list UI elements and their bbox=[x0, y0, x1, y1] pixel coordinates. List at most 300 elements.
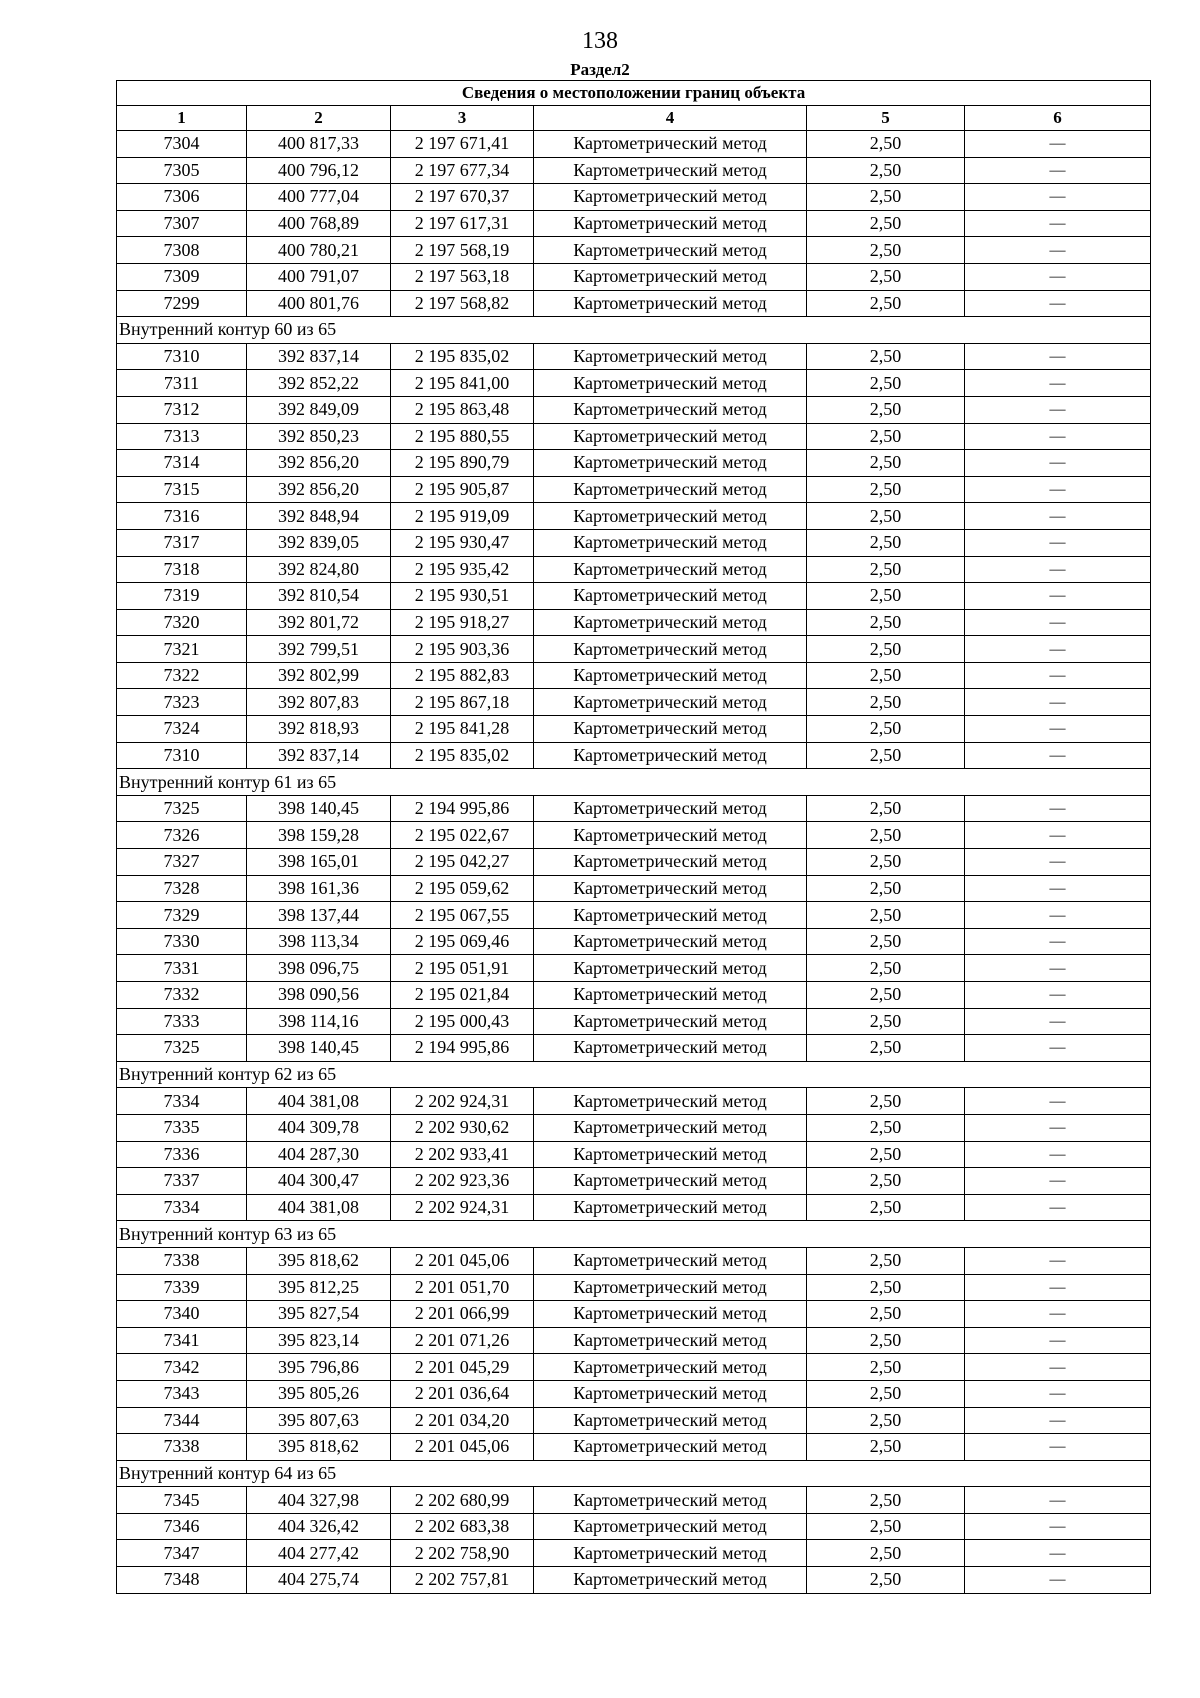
table-row bbox=[117, 1141, 1151, 1168]
point-number-cell: 7311 bbox=[117, 370, 247, 397]
contour-label: Внутренний контур 64 из 65 bbox=[117, 1460, 1151, 1487]
accuracy-cell: 2,50 bbox=[807, 423, 965, 450]
description-cell: — bbox=[965, 396, 1151, 423]
method-cell: Картометрический метод bbox=[534, 1168, 807, 1195]
y-coordinate-cell: 2 195 890,79 bbox=[391, 450, 534, 477]
description-cell: — bbox=[965, 184, 1151, 211]
description-cell: — bbox=[965, 875, 1151, 902]
description-cell: — bbox=[965, 1487, 1151, 1514]
accuracy-cell: 2,50 bbox=[807, 716, 965, 743]
table-row bbox=[117, 955, 1151, 982]
table-row bbox=[117, 1540, 1151, 1567]
table-row bbox=[117, 795, 1151, 822]
accuracy-cell: 2,50 bbox=[807, 370, 965, 397]
description-cell: — bbox=[965, 662, 1151, 689]
x-coordinate-cell: 398 096,75 bbox=[247, 955, 391, 982]
method-cell: Картометрический метод bbox=[534, 1567, 807, 1594]
x-coordinate-cell: 392 852,22 bbox=[247, 370, 391, 397]
method-cell: Картометрический метод bbox=[534, 955, 807, 982]
x-coordinate-cell: 398 090,56 bbox=[247, 982, 391, 1009]
method-cell: Картометрический метод bbox=[534, 795, 807, 822]
y-coordinate-cell: 2 195 835,02 bbox=[391, 742, 534, 769]
boundary-table bbox=[116, 80, 1151, 1594]
point-number-cell: 7310 bbox=[117, 343, 247, 370]
method-cell: Картометрический метод bbox=[534, 1088, 807, 1115]
x-coordinate-cell: 392 856,20 bbox=[247, 450, 391, 477]
accuracy-cell: 2,50 bbox=[807, 1008, 965, 1035]
y-coordinate-cell: 2 202 757,81 bbox=[391, 1567, 534, 1594]
x-coordinate-cell: 398 165,01 bbox=[247, 849, 391, 876]
accuracy-cell: 2,50 bbox=[807, 1327, 965, 1354]
point-number-cell: 7306 bbox=[117, 184, 247, 211]
table-row bbox=[117, 928, 1151, 955]
method-cell: Картометрический метод bbox=[534, 982, 807, 1009]
point-number-cell: 7338 bbox=[117, 1247, 247, 1274]
method-cell: Картометрический метод bbox=[534, 583, 807, 610]
table-row bbox=[117, 1035, 1151, 1062]
table-row bbox=[117, 1247, 1151, 1274]
y-coordinate-cell: 2 197 670,37 bbox=[391, 184, 534, 211]
method-cell: Картометрический метод bbox=[534, 1434, 807, 1461]
method-cell: Картометрический метод bbox=[534, 450, 807, 477]
description-cell: — bbox=[965, 1513, 1151, 1540]
x-coordinate-cell: 392 837,14 bbox=[247, 742, 391, 769]
table-row bbox=[117, 742, 1151, 769]
table-title: Сведения о местоположении границ объекта bbox=[117, 81, 1151, 106]
table-row bbox=[117, 503, 1151, 530]
description-cell: — bbox=[965, 263, 1151, 290]
description-cell: — bbox=[965, 290, 1151, 317]
table-row bbox=[117, 396, 1151, 423]
point-number-cell: 7314 bbox=[117, 450, 247, 477]
description-cell: — bbox=[965, 237, 1151, 264]
table-row bbox=[117, 1380, 1151, 1407]
y-coordinate-cell: 2 195 905,87 bbox=[391, 476, 534, 503]
point-number-cell: 7338 bbox=[117, 1434, 247, 1461]
x-coordinate-cell: 404 327,98 bbox=[247, 1487, 391, 1514]
table-row bbox=[117, 423, 1151, 450]
y-coordinate-cell: 2 201 034,20 bbox=[391, 1407, 534, 1434]
point-number-cell: 7317 bbox=[117, 529, 247, 556]
x-coordinate-cell: 398 114,16 bbox=[247, 1008, 391, 1035]
method-cell: Картометрический метод bbox=[534, 476, 807, 503]
accuracy-cell: 2,50 bbox=[807, 529, 965, 556]
method-cell: Картометрический метод bbox=[534, 928, 807, 955]
point-number-cell: 7307 bbox=[117, 210, 247, 237]
table-row bbox=[117, 609, 1151, 636]
point-number-cell: 7313 bbox=[117, 423, 247, 450]
x-coordinate-cell: 398 161,36 bbox=[247, 875, 391, 902]
contour-label: Внутренний контур 61 из 65 bbox=[117, 769, 1151, 796]
x-coordinate-cell: 404 381,08 bbox=[247, 1088, 391, 1115]
accuracy-cell: 2,50 bbox=[807, 955, 965, 982]
description-cell: — bbox=[965, 1035, 1151, 1062]
x-coordinate-cell: 395 827,54 bbox=[247, 1301, 391, 1328]
x-coordinate-cell: 395 796,86 bbox=[247, 1354, 391, 1381]
y-coordinate-cell: 2 195 930,51 bbox=[391, 583, 534, 610]
point-number-cell: 7318 bbox=[117, 556, 247, 583]
section-title: Раздел2 bbox=[570, 60, 630, 79]
point-number-cell: 7340 bbox=[117, 1301, 247, 1328]
table-row bbox=[117, 1088, 1151, 1115]
table-row bbox=[117, 290, 1151, 317]
method-cell: Картометрический метод bbox=[534, 1513, 807, 1540]
point-number-cell: 7342 bbox=[117, 1354, 247, 1381]
table-row bbox=[117, 849, 1151, 876]
contour-header-row bbox=[117, 1061, 1151, 1088]
table-row bbox=[117, 210, 1151, 237]
contour-label: Внутренний контур 63 из 65 bbox=[117, 1221, 1151, 1248]
description-cell: — bbox=[965, 822, 1151, 849]
table-row bbox=[117, 131, 1151, 158]
y-coordinate-cell: 2 202 930,62 bbox=[391, 1114, 534, 1141]
table-row bbox=[117, 1407, 1151, 1434]
y-coordinate-cell: 2 197 568,82 bbox=[391, 290, 534, 317]
point-number-cell: 7309 bbox=[117, 263, 247, 290]
point-number-cell: 7337 bbox=[117, 1168, 247, 1195]
y-coordinate-cell: 2 195 863,48 bbox=[391, 396, 534, 423]
accuracy-cell: 2,50 bbox=[807, 450, 965, 477]
table-row bbox=[117, 1354, 1151, 1381]
x-coordinate-cell: 400 777,04 bbox=[247, 184, 391, 211]
point-number-cell: 7328 bbox=[117, 875, 247, 902]
table-row bbox=[117, 1567, 1151, 1594]
y-coordinate-cell: 2 201 071,26 bbox=[391, 1327, 534, 1354]
y-coordinate-cell: 2 195 919,09 bbox=[391, 503, 534, 530]
description-cell: — bbox=[965, 131, 1151, 158]
table-row bbox=[117, 184, 1151, 211]
point-number-cell: 7310 bbox=[117, 742, 247, 769]
y-coordinate-cell: 2 195 069,46 bbox=[391, 928, 534, 955]
x-coordinate-cell: 395 805,26 bbox=[247, 1380, 391, 1407]
description-cell: — bbox=[965, 370, 1151, 397]
method-cell: Картометрический метод bbox=[534, 184, 807, 211]
y-coordinate-cell: 2 195 918,27 bbox=[391, 609, 534, 636]
accuracy-cell: 2,50 bbox=[807, 1141, 965, 1168]
accuracy-cell: 2,50 bbox=[807, 290, 965, 317]
y-coordinate-cell: 2 195 051,91 bbox=[391, 955, 534, 982]
point-number-cell: 7339 bbox=[117, 1274, 247, 1301]
method-cell: Картометрический метод bbox=[534, 716, 807, 743]
accuracy-cell: 2,50 bbox=[807, 503, 965, 530]
y-coordinate-cell: 2 195 021,84 bbox=[391, 982, 534, 1009]
method-cell: Картометрический метод bbox=[534, 1540, 807, 1567]
y-coordinate-cell: 2 197 671,41 bbox=[391, 131, 534, 158]
accuracy-cell: 2,50 bbox=[807, 1194, 965, 1221]
point-number-cell: 7319 bbox=[117, 583, 247, 610]
accuracy-cell: 2,50 bbox=[807, 237, 965, 264]
y-coordinate-cell: 2 202 933,41 bbox=[391, 1141, 534, 1168]
accuracy-cell: 2,50 bbox=[807, 1380, 965, 1407]
description-cell: — bbox=[965, 1327, 1151, 1354]
method-cell: Картометрический метод bbox=[534, 742, 807, 769]
point-number-cell: 7325 bbox=[117, 795, 247, 822]
table-row bbox=[117, 529, 1151, 556]
x-coordinate-cell: 400 817,33 bbox=[247, 131, 391, 158]
table-row bbox=[117, 343, 1151, 370]
description-cell: — bbox=[965, 982, 1151, 1009]
accuracy-cell: 2,50 bbox=[807, 902, 965, 929]
description-cell: — bbox=[965, 1540, 1151, 1567]
y-coordinate-cell: 2 195 059,62 bbox=[391, 875, 534, 902]
table-row bbox=[117, 636, 1151, 663]
description-cell: — bbox=[965, 503, 1151, 530]
table-row bbox=[117, 1008, 1151, 1035]
point-number-cell: 7329 bbox=[117, 902, 247, 929]
y-coordinate-cell: 2 202 924,31 bbox=[391, 1194, 534, 1221]
x-coordinate-cell: 404 275,74 bbox=[247, 1567, 391, 1594]
description-cell: — bbox=[965, 556, 1151, 583]
method-cell: Картометрический метод bbox=[534, 423, 807, 450]
accuracy-cell: 2,50 bbox=[807, 1567, 965, 1594]
table-row bbox=[117, 1434, 1151, 1461]
description-cell: — bbox=[965, 1380, 1151, 1407]
method-cell: Картометрический метод bbox=[534, 1354, 807, 1381]
method-cell: Картометрический метод bbox=[534, 1247, 807, 1274]
method-cell: Картометрический метод bbox=[534, 343, 807, 370]
description-cell: — bbox=[965, 343, 1151, 370]
method-cell: Картометрический метод bbox=[534, 1141, 807, 1168]
point-number-cell: 7324 bbox=[117, 716, 247, 743]
description-cell: — bbox=[965, 157, 1151, 184]
method-cell: Картометрический метод bbox=[534, 370, 807, 397]
y-coordinate-cell: 2 201 066,99 bbox=[391, 1301, 534, 1328]
accuracy-cell: 2,50 bbox=[807, 1247, 965, 1274]
y-coordinate-cell: 2 195 903,36 bbox=[391, 636, 534, 663]
page-number: 138 bbox=[582, 28, 618, 54]
x-coordinate-cell: 392 807,83 bbox=[247, 689, 391, 716]
y-coordinate-cell: 2 202 924,31 bbox=[391, 1088, 534, 1115]
point-number-cell: 7315 bbox=[117, 476, 247, 503]
y-coordinate-cell: 2 202 758,90 bbox=[391, 1540, 534, 1567]
accuracy-cell: 2,50 bbox=[807, 396, 965, 423]
y-coordinate-cell: 2 202 923,36 bbox=[391, 1168, 534, 1195]
table-row bbox=[117, 1274, 1151, 1301]
point-number-cell: 7331 bbox=[117, 955, 247, 982]
point-number-cell: 7335 bbox=[117, 1114, 247, 1141]
point-number-cell: 7326 bbox=[117, 822, 247, 849]
y-coordinate-cell: 2 195 841,28 bbox=[391, 716, 534, 743]
point-number-cell: 7333 bbox=[117, 1008, 247, 1035]
x-coordinate-cell: 392 818,93 bbox=[247, 716, 391, 743]
description-cell: — bbox=[965, 689, 1151, 716]
point-number-cell: 7320 bbox=[117, 609, 247, 636]
method-cell: Картометрический метод bbox=[534, 131, 807, 158]
method-cell: Картометрический метод bbox=[534, 662, 807, 689]
contour-header-row bbox=[117, 317, 1151, 344]
x-coordinate-cell: 400 768,89 bbox=[247, 210, 391, 237]
accuracy-cell: 2,50 bbox=[807, 157, 965, 184]
point-number-cell: 7330 bbox=[117, 928, 247, 955]
x-coordinate-cell: 400 801,76 bbox=[247, 290, 391, 317]
method-cell: Картометрический метод bbox=[534, 1114, 807, 1141]
accuracy-cell: 2,50 bbox=[807, 1088, 965, 1115]
table-row bbox=[117, 875, 1151, 902]
method-cell: Картометрический метод bbox=[534, 822, 807, 849]
y-coordinate-cell: 2 195 067,55 bbox=[391, 902, 534, 929]
x-coordinate-cell: 392 802,99 bbox=[247, 662, 391, 689]
method-cell: Картометрический метод bbox=[534, 157, 807, 184]
description-cell: — bbox=[965, 1301, 1151, 1328]
point-number-cell: 7299 bbox=[117, 290, 247, 317]
y-coordinate-cell: 2 195 930,47 bbox=[391, 529, 534, 556]
x-coordinate-cell: 392 848,94 bbox=[247, 503, 391, 530]
y-coordinate-cell: 2 194 995,86 bbox=[391, 795, 534, 822]
table-header-row bbox=[117, 106, 1151, 131]
accuracy-cell: 2,50 bbox=[807, 583, 965, 610]
y-coordinate-cell: 2 197 568,19 bbox=[391, 237, 534, 264]
table-row bbox=[117, 902, 1151, 929]
table-row bbox=[117, 1301, 1151, 1328]
contour-label: Внутренний контур 62 из 65 bbox=[117, 1061, 1151, 1088]
table-row bbox=[117, 237, 1151, 264]
description-cell: — bbox=[965, 1141, 1151, 1168]
description-cell: — bbox=[965, 1088, 1151, 1115]
method-cell: Картометрический метод bbox=[534, 1194, 807, 1221]
column-header: 4 bbox=[534, 106, 807, 131]
table-row bbox=[117, 370, 1151, 397]
accuracy-cell: 2,50 bbox=[807, 263, 965, 290]
y-coordinate-cell: 2 195 880,55 bbox=[391, 423, 534, 450]
y-coordinate-cell: 2 195 867,18 bbox=[391, 689, 534, 716]
method-cell: Картометрический метод bbox=[534, 237, 807, 264]
table-row bbox=[117, 450, 1151, 477]
accuracy-cell: 2,50 bbox=[807, 1487, 965, 1514]
x-coordinate-cell: 392 837,14 bbox=[247, 343, 391, 370]
accuracy-cell: 2,50 bbox=[807, 1114, 965, 1141]
x-coordinate-cell: 404 287,30 bbox=[247, 1141, 391, 1168]
x-coordinate-cell: 392 810,54 bbox=[247, 583, 391, 610]
description-cell: — bbox=[965, 1008, 1151, 1035]
accuracy-cell: 2,50 bbox=[807, 742, 965, 769]
contour-header-row bbox=[117, 1460, 1151, 1487]
method-cell: Картометрический метод bbox=[534, 529, 807, 556]
table-row bbox=[117, 822, 1151, 849]
method-cell: Картометрический метод bbox=[534, 1008, 807, 1035]
x-coordinate-cell: 395 823,14 bbox=[247, 1327, 391, 1354]
method-cell: Картометрический метод bbox=[534, 1301, 807, 1328]
accuracy-cell: 2,50 bbox=[807, 1540, 965, 1567]
point-number-cell: 7332 bbox=[117, 982, 247, 1009]
accuracy-cell: 2,50 bbox=[807, 822, 965, 849]
y-coordinate-cell: 2 194 995,86 bbox=[391, 1035, 534, 1062]
method-cell: Картометрический метод bbox=[534, 263, 807, 290]
x-coordinate-cell: 398 140,45 bbox=[247, 795, 391, 822]
y-coordinate-cell: 2 201 051,70 bbox=[391, 1274, 534, 1301]
description-cell: — bbox=[965, 1354, 1151, 1381]
point-number-cell: 7334 bbox=[117, 1194, 247, 1221]
accuracy-cell: 2,50 bbox=[807, 184, 965, 211]
accuracy-cell: 2,50 bbox=[807, 609, 965, 636]
point-number-cell: 7346 bbox=[117, 1513, 247, 1540]
x-coordinate-cell: 392 856,20 bbox=[247, 476, 391, 503]
point-number-cell: 7325 bbox=[117, 1035, 247, 1062]
table-row bbox=[117, 716, 1151, 743]
accuracy-cell: 2,50 bbox=[807, 556, 965, 583]
method-cell: Картометрический метод bbox=[534, 1035, 807, 1062]
table-body bbox=[117, 81, 1151, 1594]
y-coordinate-cell: 2 195 835,02 bbox=[391, 343, 534, 370]
y-coordinate-cell: 2 195 042,27 bbox=[391, 849, 534, 876]
column-header: 1 bbox=[117, 106, 247, 131]
x-coordinate-cell: 400 780,21 bbox=[247, 237, 391, 264]
description-cell: — bbox=[965, 1168, 1151, 1195]
point-number-cell: 7304 bbox=[117, 131, 247, 158]
method-cell: Картометрический метод bbox=[534, 1380, 807, 1407]
y-coordinate-cell: 2 201 045,29 bbox=[391, 1354, 534, 1381]
x-coordinate-cell: 404 277,42 bbox=[247, 1540, 391, 1567]
accuracy-cell: 2,50 bbox=[807, 928, 965, 955]
method-cell: Картометрический метод bbox=[534, 210, 807, 237]
point-number-cell: 7343 bbox=[117, 1380, 247, 1407]
point-number-cell: 7341 bbox=[117, 1327, 247, 1354]
table-row bbox=[117, 157, 1151, 184]
method-cell: Картометрический метод bbox=[534, 609, 807, 636]
accuracy-cell: 2,50 bbox=[807, 849, 965, 876]
point-number-cell: 7334 bbox=[117, 1088, 247, 1115]
point-number-cell: 7336 bbox=[117, 1141, 247, 1168]
description-cell: — bbox=[965, 1274, 1151, 1301]
x-coordinate-cell: 392 824,80 bbox=[247, 556, 391, 583]
table-row bbox=[117, 1194, 1151, 1221]
column-header: 6 bbox=[965, 106, 1151, 131]
x-coordinate-cell: 392 850,23 bbox=[247, 423, 391, 450]
accuracy-cell: 2,50 bbox=[807, 210, 965, 237]
y-coordinate-cell: 2 201 045,06 bbox=[391, 1434, 534, 1461]
method-cell: Картометрический метод bbox=[534, 396, 807, 423]
accuracy-cell: 2,50 bbox=[807, 662, 965, 689]
accuracy-cell: 2,50 bbox=[807, 689, 965, 716]
accuracy-cell: 2,50 bbox=[807, 1513, 965, 1540]
point-number-cell: 7347 bbox=[117, 1540, 247, 1567]
x-coordinate-cell: 400 796,12 bbox=[247, 157, 391, 184]
method-cell: Картометрический метод bbox=[534, 1274, 807, 1301]
y-coordinate-cell: 2 201 036,64 bbox=[391, 1380, 534, 1407]
point-number-cell: 7305 bbox=[117, 157, 247, 184]
method-cell: Картометрический метод bbox=[534, 556, 807, 583]
description-cell: — bbox=[965, 1567, 1151, 1594]
table-row bbox=[117, 263, 1151, 290]
accuracy-cell: 2,50 bbox=[807, 1168, 965, 1195]
y-coordinate-cell: 2 202 680,99 bbox=[391, 1487, 534, 1514]
x-coordinate-cell: 404 300,47 bbox=[247, 1168, 391, 1195]
x-coordinate-cell: 398 137,44 bbox=[247, 902, 391, 929]
contour-header-row bbox=[117, 769, 1151, 796]
y-coordinate-cell: 2 197 677,34 bbox=[391, 157, 534, 184]
method-cell: Картометрический метод bbox=[534, 1327, 807, 1354]
description-cell: — bbox=[965, 849, 1151, 876]
point-number-cell: 7308 bbox=[117, 237, 247, 264]
point-number-cell: 7327 bbox=[117, 849, 247, 876]
method-cell: Картометрический метод bbox=[534, 290, 807, 317]
table-row bbox=[117, 556, 1151, 583]
accuracy-cell: 2,50 bbox=[807, 1407, 965, 1434]
y-coordinate-cell: 2 195 935,42 bbox=[391, 556, 534, 583]
description-cell: — bbox=[965, 795, 1151, 822]
description-cell: — bbox=[965, 476, 1151, 503]
point-number-cell: 7348 bbox=[117, 1567, 247, 1594]
x-coordinate-cell: 392 799,51 bbox=[247, 636, 391, 663]
description-cell: — bbox=[965, 609, 1151, 636]
description-cell: — bbox=[965, 583, 1151, 610]
x-coordinate-cell: 398 113,34 bbox=[247, 928, 391, 955]
column-header: 5 bbox=[807, 106, 965, 131]
description-cell: — bbox=[965, 1407, 1151, 1434]
x-coordinate-cell: 392 849,09 bbox=[247, 396, 391, 423]
table-row bbox=[117, 1327, 1151, 1354]
description-cell: — bbox=[965, 1434, 1151, 1461]
x-coordinate-cell: 392 801,72 bbox=[247, 609, 391, 636]
